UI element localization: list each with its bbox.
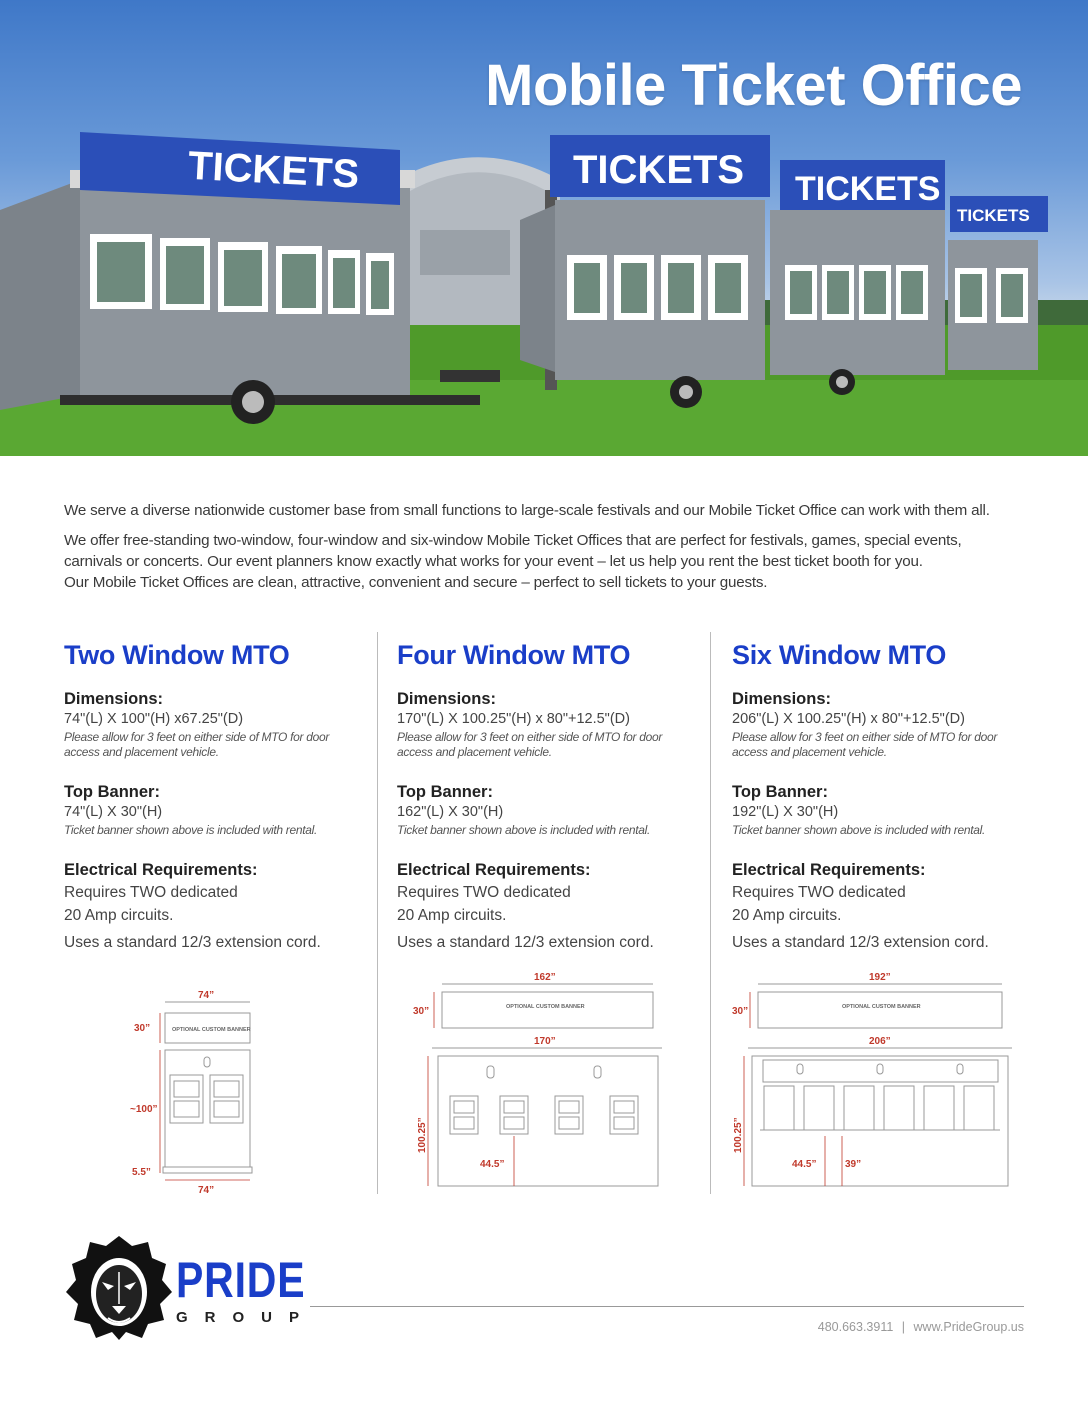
hero-photo [0, 0, 1088, 456]
dimensions-label: Dimensions: [732, 690, 832, 708]
intro-paragraph-2: We offer free-standing two-window, four-window and six-window Mobile Ticket Offices that are perfect for festivals, games, special events, carnivals or concerts. Our event planners know exactly what works for your event – let us help you rent the best ticket booth for you. Our Mobile Ticket Offices are clean, attractive, convenient and secure – perfect to sell tickets to your guests. [64, 532, 962, 591]
hero-banner-3: TICKETS [795, 170, 941, 208]
hero-banner-4: TICKETS [957, 206, 1030, 225]
contact-separator: | [901, 1320, 906, 1334]
clearance-note: Please allow for 3 feet on either side of MTO for door access and placement vehicle. [732, 730, 998, 759]
electrical-req-1: Requires TWO dedicated [732, 884, 906, 901]
dim-banner-height: 30” [134, 1023, 151, 1034]
top-banner-value: 162"(L) X 30"(H) [397, 804, 504, 820]
dim-width: 206” [869, 1036, 891, 1047]
dim-height: 100.25” [733, 1117, 744, 1153]
banner-note: Ticket banner shown above is included with rental. [64, 823, 318, 837]
electrical-req-1: Requires TWO dedicated [397, 884, 571, 901]
footer-divider [310, 1306, 1024, 1307]
intro-text [64, 500, 1034, 602]
diagram-banner-label: OPTIONAL CUSTOM BANNER [172, 1027, 251, 1033]
product-title: Four Window MTO [397, 640, 631, 670]
banner-note: Ticket banner shown above is included with rental. [732, 823, 986, 837]
top-banner-value: 192"(L) X 30"(H) [732, 804, 839, 820]
diagram-banner-label: OPTIONAL CUSTOM BANNER [842, 1004, 921, 1010]
product-four-window [397, 640, 697, 951]
brand-sub: GROUP [176, 1309, 317, 1326]
dim-banner-height: 30” [413, 1006, 430, 1017]
top-banner-label: Top Banner: [64, 783, 160, 801]
dim-banner-height: 30” [732, 1006, 749, 1017]
dim-banner-width: 74” [198, 990, 215, 1001]
two-window-diagram [130, 985, 280, 1200]
electrical-req-2: 20 Amp circuits. [732, 907, 842, 924]
dim-width: 74” [198, 1185, 215, 1196]
top-banner-label: Top Banner: [732, 783, 828, 801]
electrical-label: Electrical Requirements: [397, 861, 591, 879]
dim-banner-width: 162” [534, 972, 556, 983]
electrical-label: Electrical Requirements: [64, 861, 258, 879]
top-banner-label: Top Banner: [397, 783, 493, 801]
lion-head-icon [64, 1232, 174, 1342]
electrical-req-1: Requires TWO dedicated [64, 884, 238, 901]
brand-name: PRIDE [176, 1252, 306, 1308]
hero-banner-1: TICKETS [186, 143, 361, 197]
dim-width: 170” [534, 1036, 556, 1047]
hero-banner-2: TICKETS [573, 148, 745, 192]
dimensions-value: 170"(L) X 100.25"(H) x 80"+12.5"(D) [397, 711, 630, 727]
dimensions-label: Dimensions: [397, 690, 497, 708]
clearance-note: Please allow for 3 feet on either side of MTO for door access and placement vehicle. [64, 730, 330, 759]
dim-banner-width: 192” [869, 972, 891, 983]
dim-window-height: 44.5” [792, 1159, 817, 1170]
contact-info [818, 1320, 1024, 1334]
extension-cord-note: Uses a standard 12/3 extension cord. [397, 934, 654, 951]
banner-note: Ticket banner shown above is included with rental. [397, 823, 651, 837]
electrical-req-2: 20 Amp circuits. [397, 907, 507, 924]
intro-paragraph-1: We serve a diverse nationwide customer base from small functions to large-scale festivals and our Mobile Ticket Office can work with them all. [64, 502, 990, 519]
dim-window-height: 44.5” [480, 1159, 505, 1170]
column-divider [377, 632, 378, 1194]
dim-height: ~100” [130, 1104, 158, 1115]
column-divider [710, 632, 711, 1194]
dim-height: 100.25” [417, 1117, 428, 1153]
six-window-diagram [730, 968, 1030, 1193]
product-title: Six Window MTO [732, 640, 947, 670]
page-title: Mobile Ticket Office [485, 53, 1022, 118]
four-window-diagram [410, 968, 670, 1193]
contact-phone: 480.663.3911 [817, 1320, 894, 1334]
electrical-req-2: 20 Amp circuits. [64, 907, 174, 924]
extension-cord-note: Uses a standard 12/3 extension cord. [732, 934, 989, 951]
dimensions-label: Dimensions: [64, 690, 164, 708]
top-banner-value: 74"(L) X 30"(H) [64, 804, 163, 820]
dimensions-value: 206"(L) X 100.25"(H) x 80"+12.5"(D) [732, 711, 965, 727]
dim-base: 5.5” [132, 1167, 151, 1178]
electrical-label: Electrical Requirements: [732, 861, 926, 879]
product-six-window [732, 640, 1032, 951]
clearance-note: Please allow for 3 feet on either side of MTO for door access and placement vehicle. [397, 730, 663, 759]
diagram-banner-label: OPTIONAL CUSTOM BANNER [506, 1004, 585, 1010]
product-title: Two Window MTO [64, 640, 290, 670]
dimensions-value: 74"(L) X 100"(H) x67.25"(D) [64, 711, 244, 727]
brand-wordmark [176, 1252, 334, 1326]
product-two-window [64, 640, 364, 951]
contact-website[interactable]: www.PrideGroup.us [913, 1320, 1024, 1334]
extension-cord-note: Uses a standard 12/3 extension cord. [64, 934, 321, 951]
dim-counter-height: 39” [845, 1159, 862, 1170]
